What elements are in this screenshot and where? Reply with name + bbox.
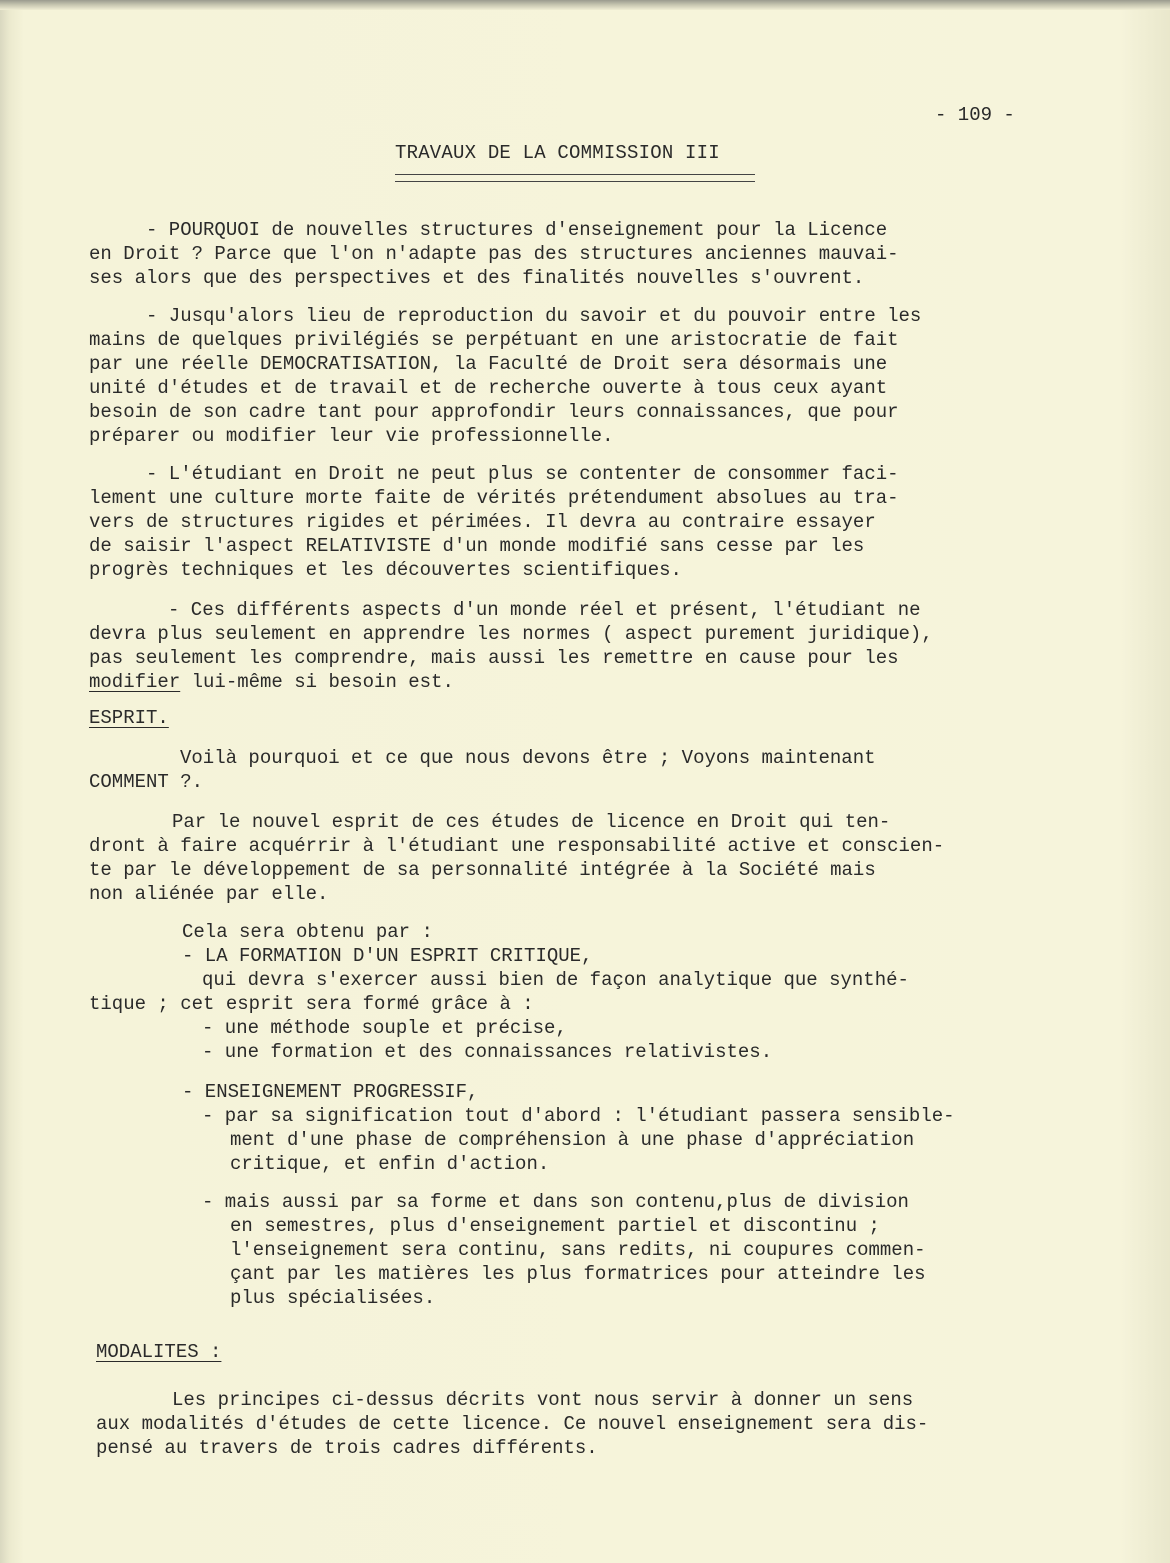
paragraph-line: - Ces différents aspects d'un monde réel et présent, l'étudiant ne: [168, 599, 921, 621]
paragraph-line: - L'étudiant en Droit ne peut plus se contenter de consommer faci-: [146, 463, 899, 485]
section-heading-esprit: ESPRIT.: [89, 707, 169, 729]
section-heading-modalites: MODALITES :: [96, 1341, 222, 1363]
sub-list-item-text: çant par les matières les plus formatrices pour atteindre les: [230, 1263, 926, 1285]
paragraph-line: COMMENT ?.: [89, 771, 204, 793]
paragraph-line: en Droit ? Parce que l'on n'adapte pas des structures anciennes mauvai-: [89, 243, 899, 265]
sub-list-item: - mais aussi par sa forme et dans son contenu,plus de division: [202, 1191, 909, 1213]
paragraph-line: vers de structures rigides et périmées. Il devra au contraire essayer: [89, 511, 876, 533]
document-title: TRAVAUX DE LA COMMISSION III: [395, 142, 720, 164]
paragraph-line: dront à faire acquérrir à l'étudiant une responsabilité active et conscien-: [89, 835, 945, 857]
paragraph-line: mains de quelques privilégiés se perpétuant en une aristocratie de fait: [89, 329, 899, 351]
sub-list-item: - par sa signification tout d'abord : l'étudiant passera sensible-: [202, 1105, 955, 1127]
list-item-text: qui devra s'exercer aussi bien de façon analytique que synthé-: [202, 969, 909, 991]
sub-list-item-text: en semestres, plus d'enseignement partiel et discontinu ;: [230, 1215, 880, 1237]
paragraph-line: pensé au travers de trois cadres différents.: [96, 1437, 598, 1459]
paragraph-line: devra plus seulement en apprendre les normes ( aspect purement juridique),: [89, 623, 933, 645]
list-item: - ENSEIGNEMENT PROGRESSIF,: [182, 1081, 479, 1103]
paragraph-line: progrès techniques et les découvertes scientifiques.: [89, 559, 682, 581]
sub-list-item-text: plus spécialisées.: [230, 1287, 436, 1309]
paragraph-line: - POURQUOI de nouvelles structures d'enseignement pour la Licence: [146, 219, 888, 241]
paragraph-line: besoin de son cadre tant pour approfondir leurs connaissances, que pour: [89, 401, 899, 423]
paragraph-line: de saisir l'aspect RELATIVISTE d'un monde modifié sans cesse par les: [89, 535, 865, 557]
list-item-text: tique ; cet esprit sera formé grâce à :: [89, 993, 534, 1015]
paragraph-line: [89, 670, 454, 694]
sub-list-item-text: critique, et enfin d'action.: [230, 1153, 550, 1175]
paragraph-line: ses alors que des perspectives et des finalités nouvelles s'ouvrent.: [89, 267, 865, 289]
paragraph-line: Voilà pourquoi et ce que nous devons être ; Voyons maintenant: [180, 747, 876, 769]
list-intro: Cela sera obtenu par :: [182, 921, 433, 943]
paragraph-line: te par le développement de sa personnalité intégrée à la Société mais: [89, 859, 876, 881]
sub-list-item-text: l'enseignement sera continu, sans redits, ni coupures commen-: [230, 1239, 926, 1261]
paragraph-line: par une réelle DEMOCRATISATION, la Faculté de Droit sera désormais une: [89, 353, 888, 375]
paragraph-line: Les principes ci-dessus décrits vont nous servir à donner un sens: [172, 1389, 914, 1411]
paragraph-line: aux modalités d'études de cette licence. Ce nouvel enseignement sera dis-: [96, 1413, 929, 1435]
paragraph-line: unité d'études et de travail et de recherche ouverte à tous ceux ayant: [89, 377, 888, 399]
line-continuation: lui-même si besoin est.: [180, 671, 454, 693]
underlined-word: modifier: [89, 671, 181, 693]
list-item: - LA FORMATION D'UN ESPRIT CRITIQUE,: [182, 945, 593, 967]
paragraph-line: préparer ou modifier leur vie professionnelle.: [89, 425, 614, 447]
paragraph-line: lement une culture morte faite de vérités prétendument absolues au tra-: [89, 487, 899, 509]
title-double-underline: [395, 174, 755, 182]
paragraph-line: Par le nouvel esprit de ces études de licence en Droit qui ten-: [172, 811, 891, 833]
page-top-edge: [0, 0, 1170, 10]
paragraph-line: pas seulement les comprendre, mais aussi les remettre en cause pour les: [89, 647, 899, 669]
sub-list-item: - une formation et des connaissances relativistes.: [202, 1041, 773, 1063]
sub-list-item-text: ment d'une phase de compréhension à une phase d'appréciation: [230, 1129, 915, 1151]
paragraph-line: non aliénée par elle.: [89, 883, 329, 905]
page-number: - 109 -: [935, 104, 1015, 126]
paragraph-line: - Jusqu'alors lieu de reproduction du savoir et du pouvoir entre les: [146, 305, 922, 327]
sub-list-item: - une méthode souple et précise,: [202, 1017, 567, 1039]
